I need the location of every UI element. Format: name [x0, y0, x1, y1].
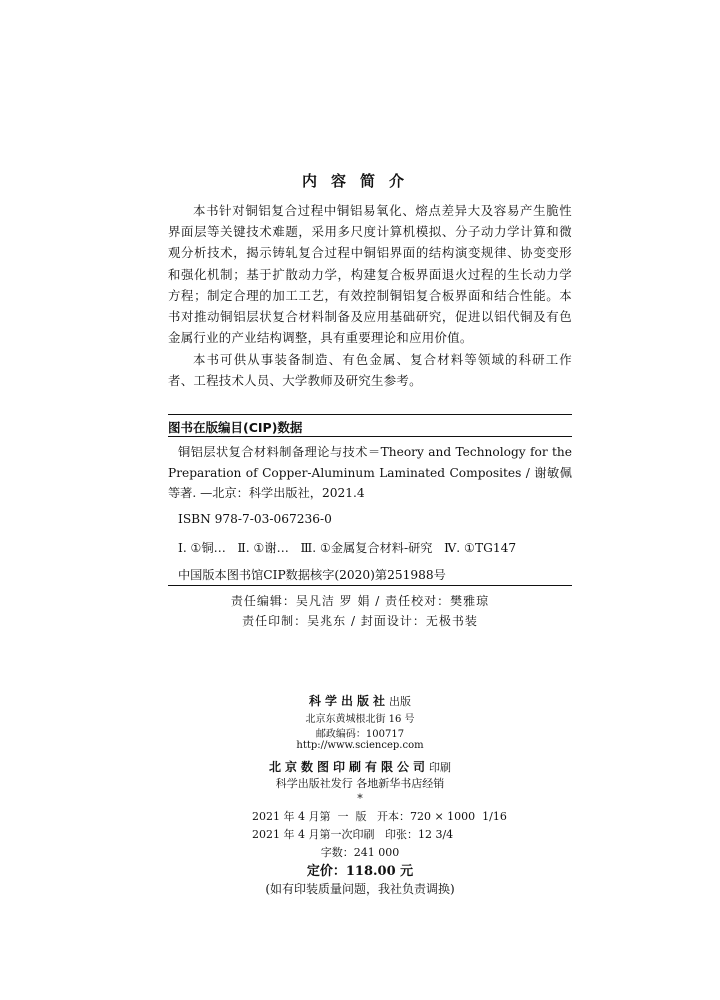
intro-paragraph-1: 本书针对铜铝复合过程中铜铝易氧化、熔点差异大及容易产生脆性界面层等关键技术难题，采用多尺度计算机模拟、分子动力学计算和微观分析技术，揭示铸轧复合过程中铜铝界面的结构演变规律、协变变形和强化机制；基于扩散动力学，构建复合板界面退火过程的生长动力学方程；制定合理的加工工艺，有效控制铜铝复合板界面和结合性能。本书对推动铜铝层状复合材料制备及应用基础研究，促进以铝代铜及有色金属行业的产业结构调整，具有重要理论和应用价值。 — [168, 203, 572, 346]
intro-paragraph-2: 本书可供从事装备制造、有色金属、复合材料等领域的科研工作者、工程技术人员、大学教师及研究生参考。 — [168, 352, 572, 389]
printer-name: 北京数图印刷有限公司 — [268, 760, 429, 774]
cip-record: 铜铝层状复合材料制备理论与技术＝Theory and Technology for the Preparation of Copper-Aluminum Laminated Composites / 谢敏佩等著. —北京：科学出版社，2021.4 — [168, 445, 572, 500]
publisher-url: http://www.sciencep.com — [296, 740, 424, 751]
publisher-postcode: 邮政编码：100717 — [315, 729, 405, 740]
cip-isbn: ISBN 978-7-03-067236-0 — [178, 512, 332, 526]
cip-verification: 中国版本图书馆CIP数据核字(2020)第251988号 — [178, 568, 446, 582]
price: 定价：118.00 元 — [306, 864, 414, 879]
publisher-suffix: 出版 — [389, 695, 411, 708]
cip-heading-rule — [168, 436, 572, 437]
cip-classification: Ⅰ. ①铜… Ⅱ. ①谢… Ⅲ. ①金属复合材料-研究 Ⅳ. ①TG147 — [178, 541, 517, 555]
printing-line: 2021 年 4 月第一次印刷 印张：12 3/4 — [252, 828, 454, 841]
printer-suffix: 印刷 — [429, 761, 451, 774]
cip-heading: 图书在版编目(CIP)数据 — [168, 420, 303, 435]
cip-top-rule — [168, 414, 572, 415]
edition-line: 2021 年 4 月第 一 版 开本：720 × 1000 1/16 — [252, 810, 507, 823]
page-title: 内容简介 — [301, 172, 418, 190]
cip-bottom-rule — [168, 585, 572, 586]
publisher-line — [0, 690, 720, 709]
publisher-name: 科学出版社 — [308, 694, 389, 708]
word-count: 字数：241 000 — [320, 846, 400, 859]
credits-line-1: 责任编辑：吴凡洁 罗 娟 / 责任校对：樊雅琼 — [230, 594, 490, 608]
printer-line — [0, 756, 720, 775]
publisher-address: 北京东黄城根北街 16 号 — [305, 714, 415, 725]
quality-notice: (如有印装质量问题，我社负责调换) — [265, 882, 455, 896]
distribution-line: 科学出版社发行 各地新华书店经销 — [275, 777, 445, 790]
separator-star: * — [357, 792, 363, 805]
credits-line-2: 责任印制：吴兆东 / 封面设计：无极书装 — [242, 614, 478, 628]
